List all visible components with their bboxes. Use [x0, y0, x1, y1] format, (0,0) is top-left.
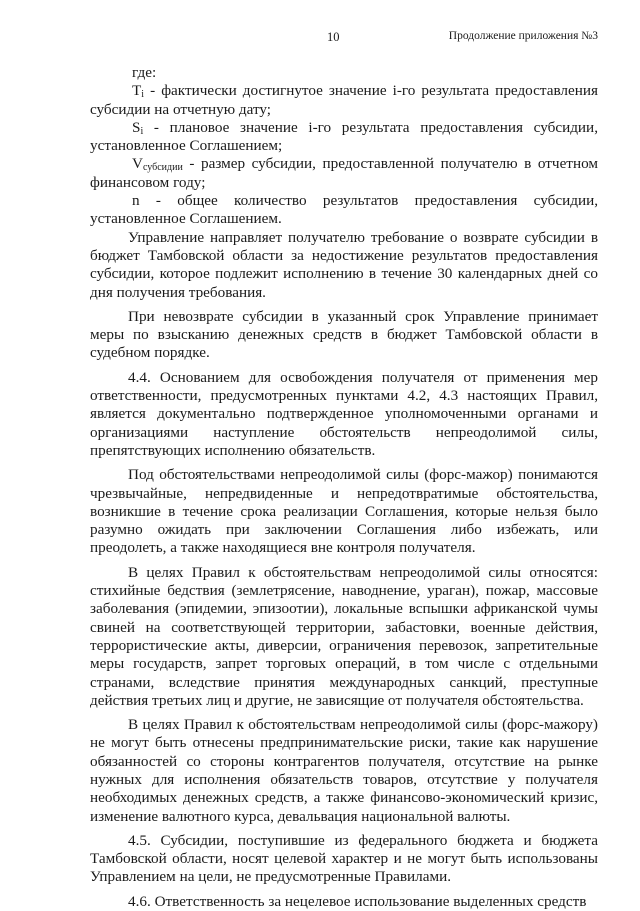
definition-t: [90, 82, 598, 119]
v-subscript: субсидии: [142, 162, 183, 174]
appendix-label: Продолжение приложения №3: [448, 30, 598, 42]
v-description: - размер субсидии, предоставленной получателю в отчетном финансовом году;: [90, 155, 598, 191]
paragraph-force-majeure-list: В целях Правил к обстоятельствам непреодолимой силы относятся: стихийные бедствия (землетрясение, наводнение, ураган), пожар, массовые заболевания (эпидемии, эпизоотии), локальные вспышки африканской чумы свиней на соответствующей территории, забастовки, военные действия, террористические акты, диверсии, ограничения перевозок, запретительные меры государств, запрет торговых операций, в том числе с отдельными странами, вследствие принятия международных санкций, преступные действия третьих лиц и другие, не зависящие от получателя обстоятельства.: [90, 563, 598, 709]
paragraph-non-return: При невозврате субсидии в указанный срок Управление принимает меры по взысканию денежных средств в бюджет Тамбовской области в судебном порядке.: [90, 307, 598, 362]
t-subscript: i: [141, 89, 145, 101]
paragraph-4-4: 4.4. Основанием для освобождения получателя от применения мер ответственности, предусмотренных пунктами 4.2, 4.3 настоящих Правил, является документально подтвержденное уполномоченными органами и организациями наступление обстоятельств непреодолимой силы, препятствующих исполнению обязательств.: [90, 368, 598, 459]
page-number: 10: [327, 30, 340, 44]
s-subscript: i: [140, 125, 144, 137]
t-symbol: T: [132, 82, 142, 100]
paragraph-force-majeure-definition: Под обстоятельствами непреодолимой силы (форс-мажор) понимаются чрезвычайные, непредвиденные и непредотвратимые обстоятельства, возникшие в течение срока реализации Соглашения, которые нельзя было разумно ожидать при заключении Соглашения либо избежать, или преодолеть, а также находящиеся вне контроля получателя.: [90, 466, 598, 557]
where-label: где:: [132, 64, 157, 81]
page-header: [0, 30, 640, 50]
paragraph-4-5: 4.5. Субсидии, поступившие из федерального бюджета и бюджета Тамбовской области, носят целевой характер и не могут быть использованы Управлением на цели, не предусмотренные Правилами.: [90, 831, 598, 886]
s-symbol: S: [132, 118, 141, 136]
definition-n: n - общее количество результатов предоставления субсидии, установленное Соглашением.: [90, 192, 598, 228]
definition-v: [90, 155, 598, 192]
paragraph-4-6: 4.6. Ответственность за нецелевое использование выделенных средств: [128, 892, 587, 910]
paragraph-return-demand: Управление направляет получателю требование о возврате субсидии в бюджет Тамбовской области за недостижение результатов предоставления субсидии, которое подлежит исполнению в течение 30 календарных дней со дня получения требования.: [90, 228, 598, 301]
v-symbol: V: [132, 155, 143, 173]
paragraph-force-majeure-exclusions: В целях Правил к обстоятельствам непреодолимой силы (форс-мажору) не могут быть отнесены предпринимательские риски, такие как нарушение обязанностей со стороны контрагентов получателя, отсутствие на рынке нужных для исполнения обязательств товаров, отсутствие у получателя необходимых денежных средств, а также финансово-экономический кризис, изменение валютного курса, девальвация национальной валюты.: [90, 716, 598, 825]
s-description: - плановое значение i-го результата предоставления субсидии, установленное Соглашением;: [90, 118, 598, 155]
document-body: [90, 64, 598, 911]
definition-s: [90, 119, 598, 156]
t-description: - фактически достигнутое значение i-го результата предоставления субсидии на отчетную дату;: [90, 82, 598, 118]
